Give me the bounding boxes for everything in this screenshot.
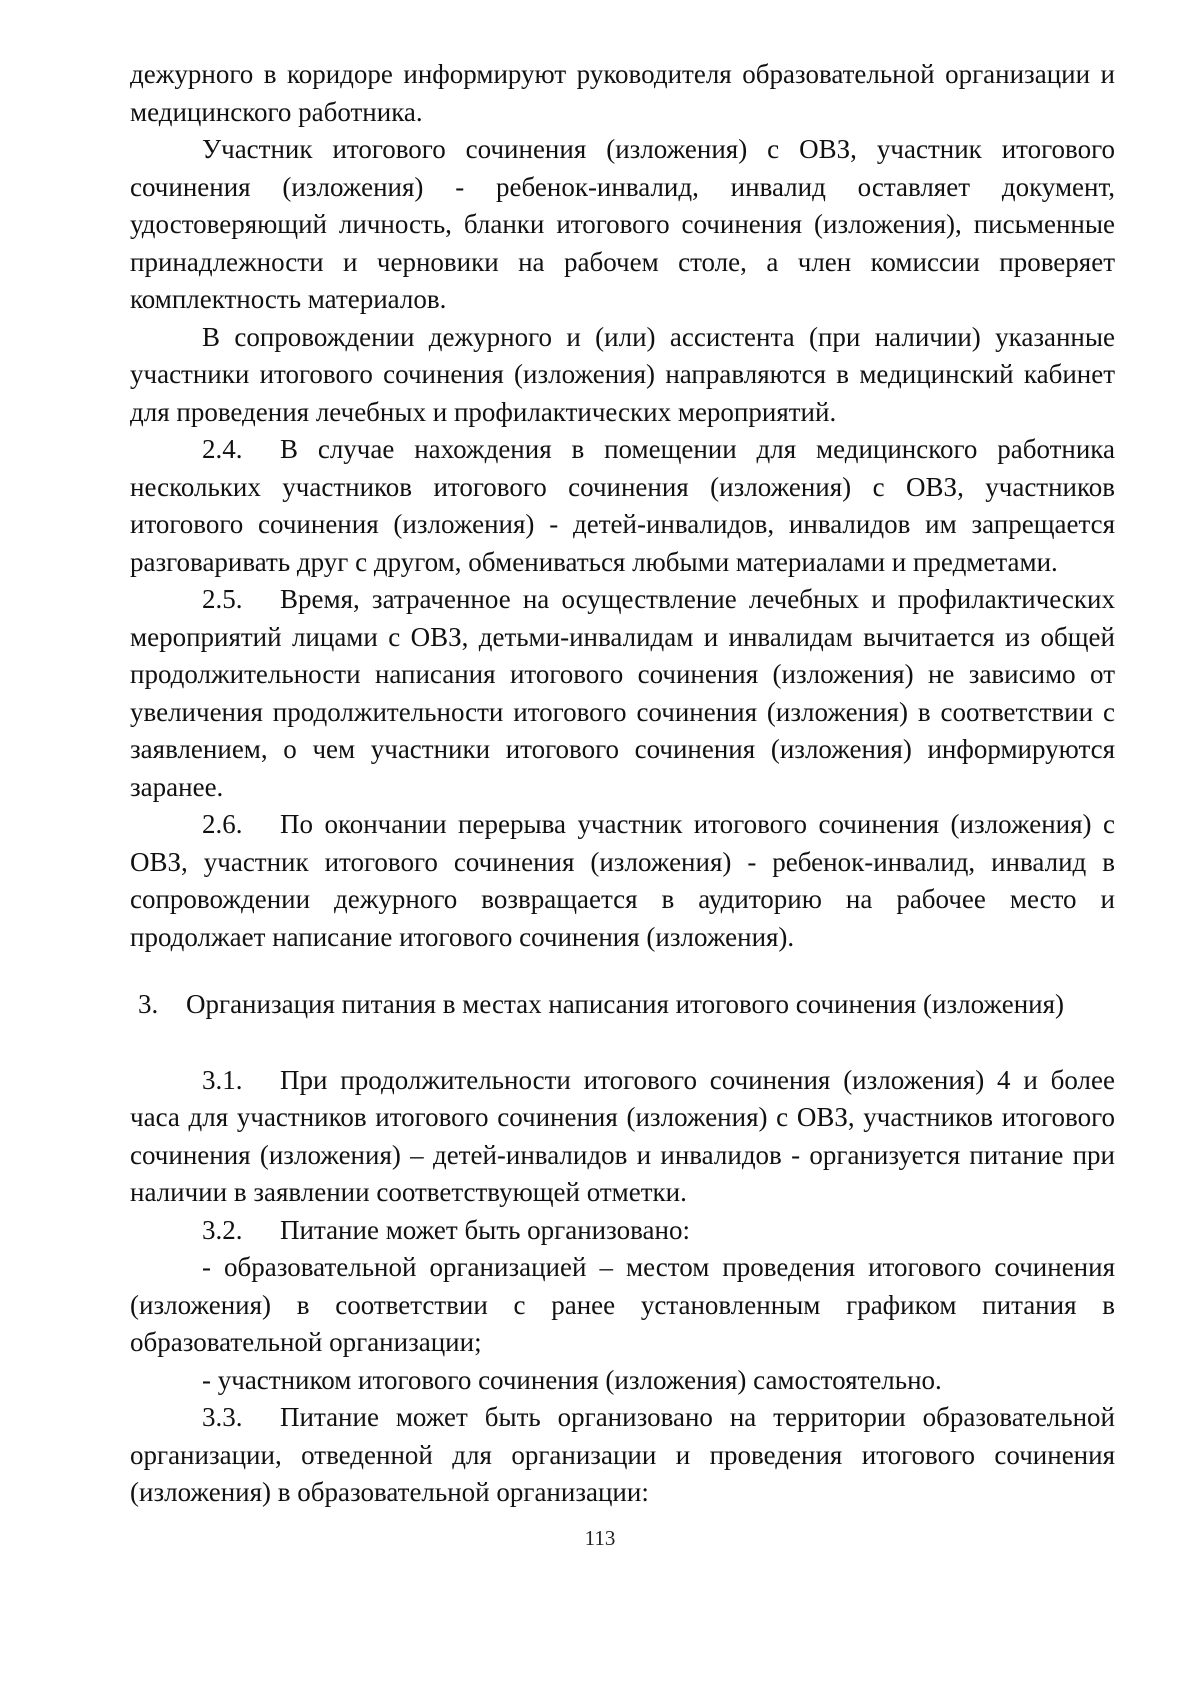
list-item-school: - образовательной организацией – местом проведения итогового сочинения (изложения) в соответствии с ранее установленным графиком питания в образовательной организации; <box>130 1252 1115 1357</box>
list-item-self: - участником итогового сочинения (изложения) самостоятельно. <box>202 1364 942 1395</box>
paragraph-continuation: дежурного в коридоре информируют руководителя образовательной организации и медицинского работника. <box>130 59 1115 127</box>
section-3-heading <box>130 986 1115 1024</box>
clause-text: Питание может быть организовано на территории образовательной организации, отведенной для организации и проведения итогового сочинения (изложения) в образовательной организации: <box>130 1402 1115 1507</box>
clause-3-1 <box>130 1062 1115 1212</box>
clause-text: Время, затраченное на осуществление лечебных и профилактических мероприятий лицами с ОВЗ, детьми-инвалидам и инвалидам вычитается из общей продолжительности написания итогового сочинения (изложения) не зависимо от увеличения продолжительности итогового сочинения (изложения) в соответствии с заявлением, о чем участники итогового сочинения (изложения) информируются заранее. <box>130 584 1115 802</box>
clause-2-5 <box>130 581 1115 806</box>
clause-number: 3.3. <box>202 1402 243 1432</box>
clause-3-2 <box>130 1212 1115 1250</box>
clause-text: В случае нахождения в помещении для медицинского работника нескольких участников итогового сочинения (изложения) с ОВЗ, участников итогового сочинения (изложения) - детей-инвалидов, инвалидов им запрещается разговаривать друг с другом, обмениваться любыми материалами и предметами. <box>130 434 1115 577</box>
clause-number: 2.6. <box>202 809 243 839</box>
document-body <box>130 56 1115 1512</box>
clause-3-3 <box>130 1399 1115 1512</box>
clause-text: Питание может быть организовано: <box>280 1214 690 1245</box>
clause-2-4 <box>130 431 1115 581</box>
clause-text: По окончании перерыва участник итогового сочинения (изложения) с ОВЗ, участник итогового сочинения (изложения) - ребенок-инвалид, инвалид в сопровождении дежурного возвращается в аудиторию на рабочее место и продолжает написание итогового сочинения (изложения). <box>130 809 1115 952</box>
page-number: 113 <box>584 1526 616 1550</box>
clause-number: 3.2. <box>202 1214 243 1245</box>
clause-2-6 <box>130 806 1115 956</box>
paragraph-escort: В сопровождении дежурного и (или) ассистента (при наличии) указанные участники итогового сочинения (изложения) направляются в медицинский кабинет для проведения лечебных и профилактических мероприятий. <box>130 321 1115 427</box>
clause-number: 2.5. <box>202 584 243 614</box>
clause-text: При продолжительности итогового сочинения (изложения) 4 и более часа для участников итогового сочинения (изложения) с ОВЗ, участников итогового сочинения (изложения) – детей-инвалидов и инвалидов - организуется питание при наличии в заявлении соответствующей отметки. <box>130 1064 1115 1207</box>
section-title: Организация питания в местах написания итогового сочинения (изложения) <box>186 989 1065 1019</box>
section-number: 3. <box>138 989 159 1019</box>
paragraph-participant-leaves: Участник итогового сочинения (изложения) с ОВЗ, участник итогового сочинения (изложения) - ребенок-инвалид, инвалид оставляет документ, удостоверяющий личность, бланки итогового сочинения (изложения), письменные принадлежности и черновики на рабочем столе, а член комиссии проверяет комплектность материалов. <box>130 134 1115 314</box>
clause-number: 3.1. <box>202 1064 243 1095</box>
clause-number: 2.4. <box>202 434 243 464</box>
